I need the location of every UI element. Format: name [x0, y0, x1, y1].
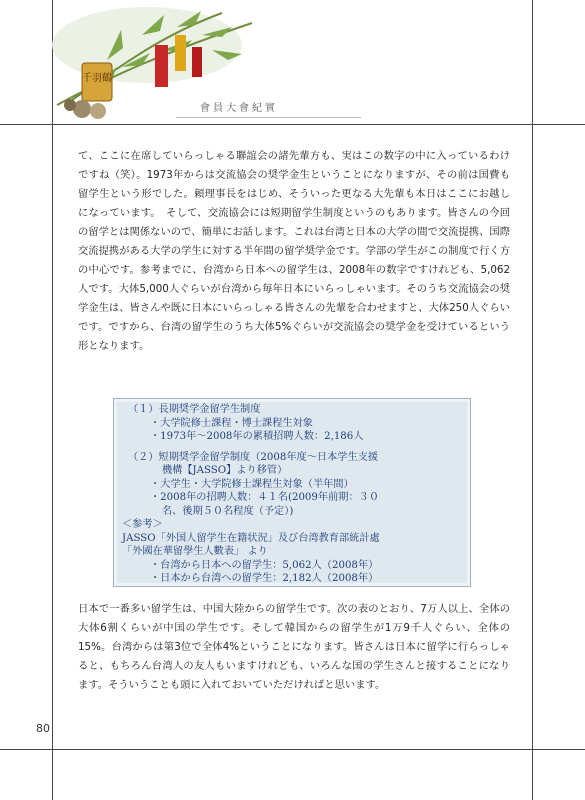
info-line: ・2008年の招聘人数：４１名(2009年前期：３０	[150, 492, 380, 503]
info-line: 機構【JASSO】より移管）	[162, 465, 288, 476]
info-line: ・日本から台湾への留学生：2,182人（2008年）	[150, 573, 379, 584]
info-line: ・1973年～2008年の累積招聘人数：2,186人	[150, 431, 364, 442]
info-line: （１）長期奨学金留学生制度	[128, 404, 261, 415]
info-line: ・大学生・大学院修士課程生対象（半年間）	[150, 478, 354, 490]
ornament-sign-text: 千羽鶴	[82, 73, 112, 84]
info-line: 「外國在華留學生人數表」 より	[122, 546, 268, 557]
body-paragraph-2	[78, 600, 510, 695]
paragraph-text: て、ここに在席していらっしゃる聯誼会の諸先輩方も、実はこの数字の中に入っているわけですね（笑）。1973年からは交流協会の奨学金生ということになりますが、その前は国費も留学生という形でした。頼理事長をはじめ、そういった更なる大先輩も本日はここにお越しになっています。 そして、交流協会には短期留学生制度というのもあります。皆さんの今回の留学とは関係ないので、簡単にお話します。これは台湾と日本の大学の間で交流提携、国際交流提携がある大学の学生に対する半年間の留学奨学金です。学部の学生がこの制度で行く方の中心です。参考までに、台湾から日本への留学生は、2008年の数字ですけれども、5,062人です。大体5,000人ぐらいが台湾から毎年日本にいらっしゃいます。そのうち交流協会の奨学金生は、皆さんや既に日本にいらっしゃる皆さんの先輩を合わせますと、大体250人ぐらいです。ですから、台湾の留学生のうち大体5%ぐらいが交流協会の奨学金を受けているという形となります。	[78, 150, 510, 352]
info-line: 名、後期５０名程度（予定）)	[162, 505, 294, 517]
info-line: ＜参考＞	[122, 519, 163, 530]
scholarship-info-box	[113, 398, 471, 587]
info-line: （２）短期奨学金留学制度（2008年度～日本学生支援	[128, 451, 379, 463]
info-line: ・台湾から日本への留学生：5,062人（2008年）	[150, 559, 379, 571]
frame-line-top	[0, 124, 585, 125]
info-line: JASSO「外国人留学生在籍状況」及び台湾教育部統計處	[122, 532, 380, 544]
info-line: ・大学院修士課程・博士課程生対象	[150, 417, 313, 429]
paragraph-text: 日本で一番多い留学生は、中国大陸からの留学生です。次の表のとおり、7万人以上、全体の大体6割くらいが中国の学生です。そして韓国からの留学生が1万9千人ぐらい、全体の15%。台湾からは第3位で全体4%ということになります。皆さんは日本に留学に行らっしゃると、もちろん台湾人の友人もいますけれども、いろんな国の学生さんと接することになります。そういうことも頭に入れておいていただければと思います。	[78, 603, 510, 691]
frame-line-bottom	[0, 749, 585, 750]
section-title: 會員大會紀實	[200, 103, 278, 114]
header-divider	[176, 117, 361, 118]
frame-line-right	[532, 0, 533, 800]
page-number: 80	[36, 722, 50, 735]
body-paragraph-1	[78, 147, 510, 356]
